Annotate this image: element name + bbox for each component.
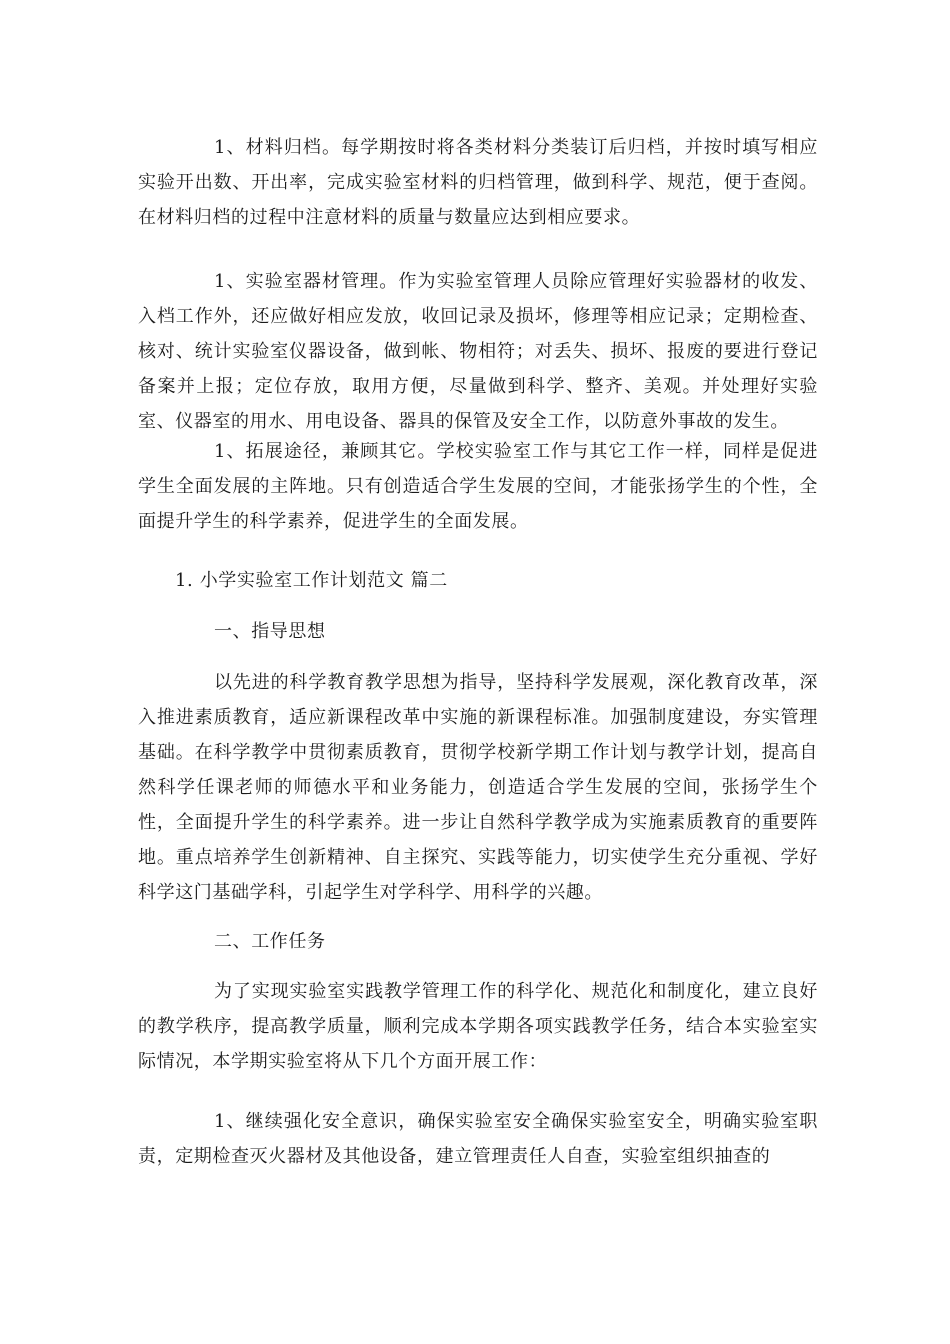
heading-work-tasks: 二、工作任务 [214,931,326,952]
heading-guiding-thought: 一、指导思想 [214,621,326,642]
paragraph-equipment-management: 1、实验室器材管理。作为实验室管理人员除应管理好实验器材的收发、入档工作外，还应做好相应发放，收回记录及损坏，修理等相应记录；定期检查、核对、统计实验室仪器设备，做到帐、物相符；对丢失、损坏、报废的要进行登记备案并上报；定位存放，取用方便，尽量做到科学、整齐、美观。并处理好实验室、仪器室的用水、用电设备、器具的保管及安全工作，以防意外事故的发生。 [138,271,818,432]
paragraph-work-tasks-intro: 为了实现实验室实践教学管理工作的科学化、规范化和制度化，建立良好的教学秩序，提高教学质量，顺利完成本学期各项实践教学任务，结合本实验室实际情况，本学期实验室将从下几个方面开展工作： [138,981,818,1072]
section-title: 1. 小学实验室工作计划范文 篇二 [175,570,448,591]
paragraph-safety-awareness: 1、继续强化安全意识，确保实验室安全确保实验室安全，明确实验室职责，定期检查灭火器材及其他设备，建立管理责任人自查，实验室组织抽查的 [138,1111,818,1167]
paragraph-archiving: 1、材料归档。每学期按时将各类材料分类装订后归档，并按时填写相应实验开出数、开出率，完成实验室材料的归档管理，做到科学、规范，便于查阅。在材料归档的过程中注意材料的质量与数量应达到相应要求。 [138,137,818,228]
paragraph-expand-approaches: 1、拓展途径，兼顾其它。学校实验室工作与其它工作一样，同样是促进学生全面发展的主阵地。只有创造适合学生发展的空间，才能张扬学生的个性，全面提升学生的科学素养，促进学生的全面发展。 [138,441,818,532]
paragraph-guiding-thought: 以先进的科学教育教学思想为指导，坚持科学发展观，深化教育改革，深入推进素质教育，适应新课程改革中实施的新课程标准。加强制度建设，夯实管理基础。在科学教学中贯彻素质教育，贯彻学校新学期工作计划与教学计划，提高自然科学任课老师的师德水平和业务能力，创造适合学生发展的空间，张扬学生个性，全面提升学生的科学素养。进一步让自然科学教学成为实施素质教育的重要阵地。重点培养学生创新精神、自主探究、实践等能力，切实使学生充分重视、学好科学这门基础学科，引起学生对学科学、用科学的兴趣。 [138,672,818,903]
